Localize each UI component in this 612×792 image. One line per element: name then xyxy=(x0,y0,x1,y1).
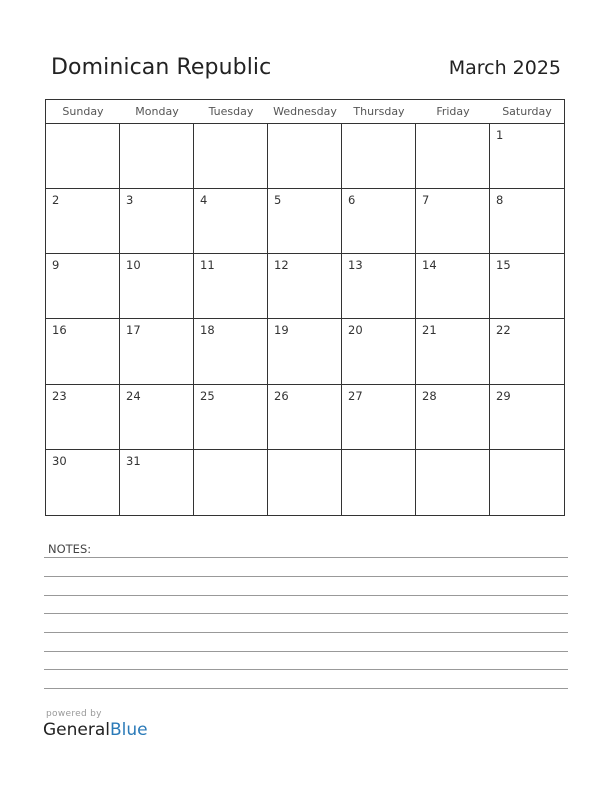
day-cell[interactable] xyxy=(342,124,416,189)
day-cell[interactable] xyxy=(268,319,342,384)
day-cells xyxy=(46,124,564,515)
day-number: 23 xyxy=(52,388,67,403)
weekday-tuesday: Tuesday xyxy=(208,105,254,118)
day-cell[interactable] xyxy=(490,189,564,254)
day-number: 4 xyxy=(200,193,208,208)
day-cell[interactable] xyxy=(120,189,194,254)
day-cell[interactable] xyxy=(194,385,268,450)
day-number: 28 xyxy=(422,388,437,403)
day-number: 25 xyxy=(200,388,215,403)
day-cell[interactable] xyxy=(416,189,490,254)
day-number: 8 xyxy=(496,193,504,208)
day-number: 12 xyxy=(274,258,289,273)
day-cell[interactable] xyxy=(490,450,564,515)
brand-blue: Blue xyxy=(110,720,148,740)
day-cell[interactable] xyxy=(120,450,194,515)
day-number: 9 xyxy=(52,258,60,273)
day-number: 10 xyxy=(126,258,141,273)
day-cell[interactable] xyxy=(194,189,268,254)
calendar-title: Dominican Republic xyxy=(51,55,272,80)
day-cell[interactable] xyxy=(342,254,416,319)
day-cell[interactable] xyxy=(46,254,120,319)
day-cell[interactable] xyxy=(46,124,120,189)
day-cell[interactable] xyxy=(416,254,490,319)
powered-by-text: powered by xyxy=(46,709,102,719)
notes-line xyxy=(44,595,568,596)
day-cell[interactable] xyxy=(46,189,120,254)
day-number: 29 xyxy=(496,388,511,403)
generalblue-logo[interactable] xyxy=(43,720,148,740)
day-cell[interactable] xyxy=(120,319,194,384)
day-number: 26 xyxy=(274,388,289,403)
calendar-grid xyxy=(45,99,565,516)
day-cell[interactable] xyxy=(268,254,342,319)
day-cell[interactable] xyxy=(194,319,268,384)
day-cell[interactable] xyxy=(416,124,490,189)
day-number: 22 xyxy=(496,323,511,338)
notes-line xyxy=(44,669,568,670)
day-number: 19 xyxy=(274,323,289,338)
notes-line xyxy=(44,651,568,652)
day-cell[interactable] xyxy=(46,319,120,384)
day-cell[interactable] xyxy=(120,385,194,450)
day-cell[interactable] xyxy=(268,189,342,254)
day-cell[interactable] xyxy=(268,385,342,450)
weekday-friday: Friday xyxy=(436,105,470,118)
day-number: 2 xyxy=(52,193,60,208)
day-number: 31 xyxy=(126,453,141,468)
day-cell[interactable] xyxy=(46,385,120,450)
weekday-thursday: Thursday xyxy=(353,105,405,118)
day-cell[interactable] xyxy=(342,189,416,254)
day-number: 15 xyxy=(496,258,511,273)
notes-line xyxy=(44,688,568,689)
weekday-monday: Monday xyxy=(135,105,179,118)
day-cell[interactable] xyxy=(194,254,268,319)
day-cell[interactable] xyxy=(490,124,564,189)
month-year-label: March 2025 xyxy=(448,57,561,79)
day-cell[interactable] xyxy=(490,254,564,319)
notes-line xyxy=(44,632,568,633)
day-cell[interactable] xyxy=(46,450,120,515)
day-cell[interactable] xyxy=(416,319,490,384)
day-cell[interactable] xyxy=(490,385,564,450)
day-cell[interactable] xyxy=(342,319,416,384)
weekday-header-row xyxy=(46,100,564,124)
day-number: 24 xyxy=(126,388,141,403)
day-cell[interactable] xyxy=(416,385,490,450)
day-number: 18 xyxy=(200,323,215,338)
notes-line xyxy=(44,576,568,577)
notes-label: NOTES: xyxy=(48,542,92,556)
notes-line xyxy=(44,613,568,614)
day-number: 3 xyxy=(126,193,134,208)
day-number: 20 xyxy=(348,323,363,338)
day-cell[interactable] xyxy=(490,319,564,384)
day-number: 16 xyxy=(52,323,67,338)
day-cell[interactable] xyxy=(120,254,194,319)
weekday-sunday: Sunday xyxy=(62,105,104,118)
day-cell[interactable] xyxy=(120,124,194,189)
day-number: 11 xyxy=(200,258,215,273)
day-cell[interactable] xyxy=(416,450,490,515)
day-number: 17 xyxy=(126,323,141,338)
day-number: 13 xyxy=(348,258,363,273)
weekday-saturday: Saturday xyxy=(502,105,552,118)
day-cell[interactable] xyxy=(342,385,416,450)
weekday-wednesday: Wednesday xyxy=(273,105,337,118)
day-cell[interactable] xyxy=(194,124,268,189)
day-number: 27 xyxy=(348,388,363,403)
day-number: 1 xyxy=(496,128,504,142)
day-number: 5 xyxy=(274,193,282,208)
day-number: 7 xyxy=(422,193,430,208)
day-cell[interactable] xyxy=(268,124,342,189)
brand-general: General xyxy=(43,720,110,740)
notes-line xyxy=(44,557,568,558)
day-cell[interactable] xyxy=(268,450,342,515)
day-number: 30 xyxy=(52,453,67,468)
day-number: 14 xyxy=(422,258,437,273)
day-cell[interactable] xyxy=(194,450,268,515)
day-number: 21 xyxy=(422,323,437,338)
day-number: 6 xyxy=(348,193,356,208)
day-cell[interactable] xyxy=(342,450,416,515)
